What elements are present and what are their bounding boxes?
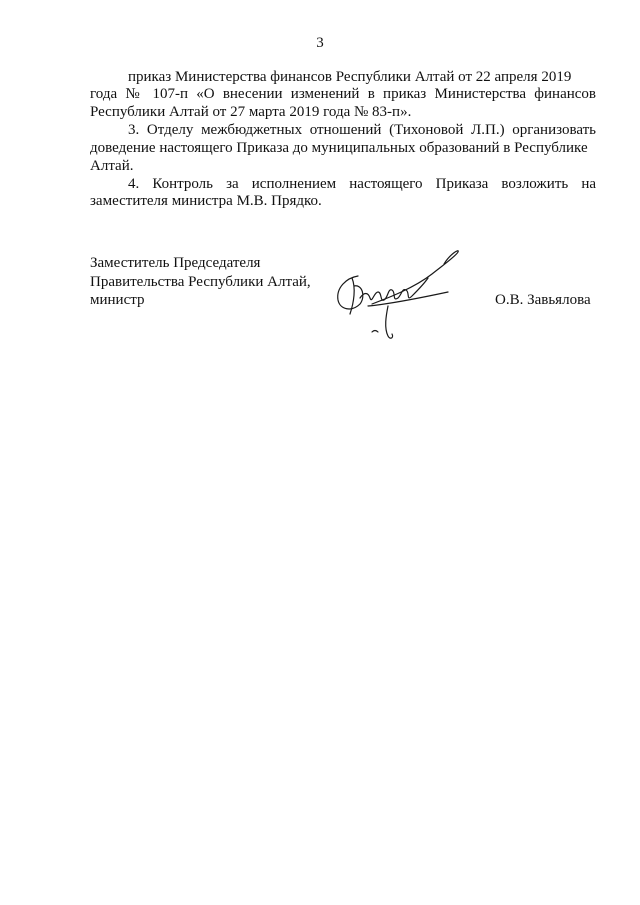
paragraph-2-line-1: приказ Министерства финансов Республики Алтай от 22 апреля 2019 [128,69,572,85]
page-number: 3 [316,35,324,51]
paragraph-3-line-2: доведение настоящего Приказа до муниципальных образований в Республике [90,140,588,156]
paragraph-4-line-2: заместителя министра М.В. Прядко. [90,193,322,209]
signer-position-line-1: Заместитель Председателя [90,255,261,271]
signer-name: О.В. Завьялова [495,292,591,308]
paragraph-2-line-3: Республики Алтай от 27 марта 2019 года № 83-п». [90,104,412,120]
paragraph-3-line-1: 3. Отделу межбюджетных отношений (Тихоновой Л.П.) организовать [128,122,596,138]
signer-position-line-2: Правительства Республики Алтай, [90,274,311,290]
handwritten-signature [328,248,470,340]
paragraph-3-line-3: Алтай. [90,158,134,174]
paragraph-2-line-2: года № 107-п «О внесении изменений в приказ Министерства финансов [90,86,596,102]
paragraph-4-line-1: 4. Контроль за исполнением настоящего Приказа возложить на [128,176,596,192]
signer-position-line-3: министр [90,292,145,308]
